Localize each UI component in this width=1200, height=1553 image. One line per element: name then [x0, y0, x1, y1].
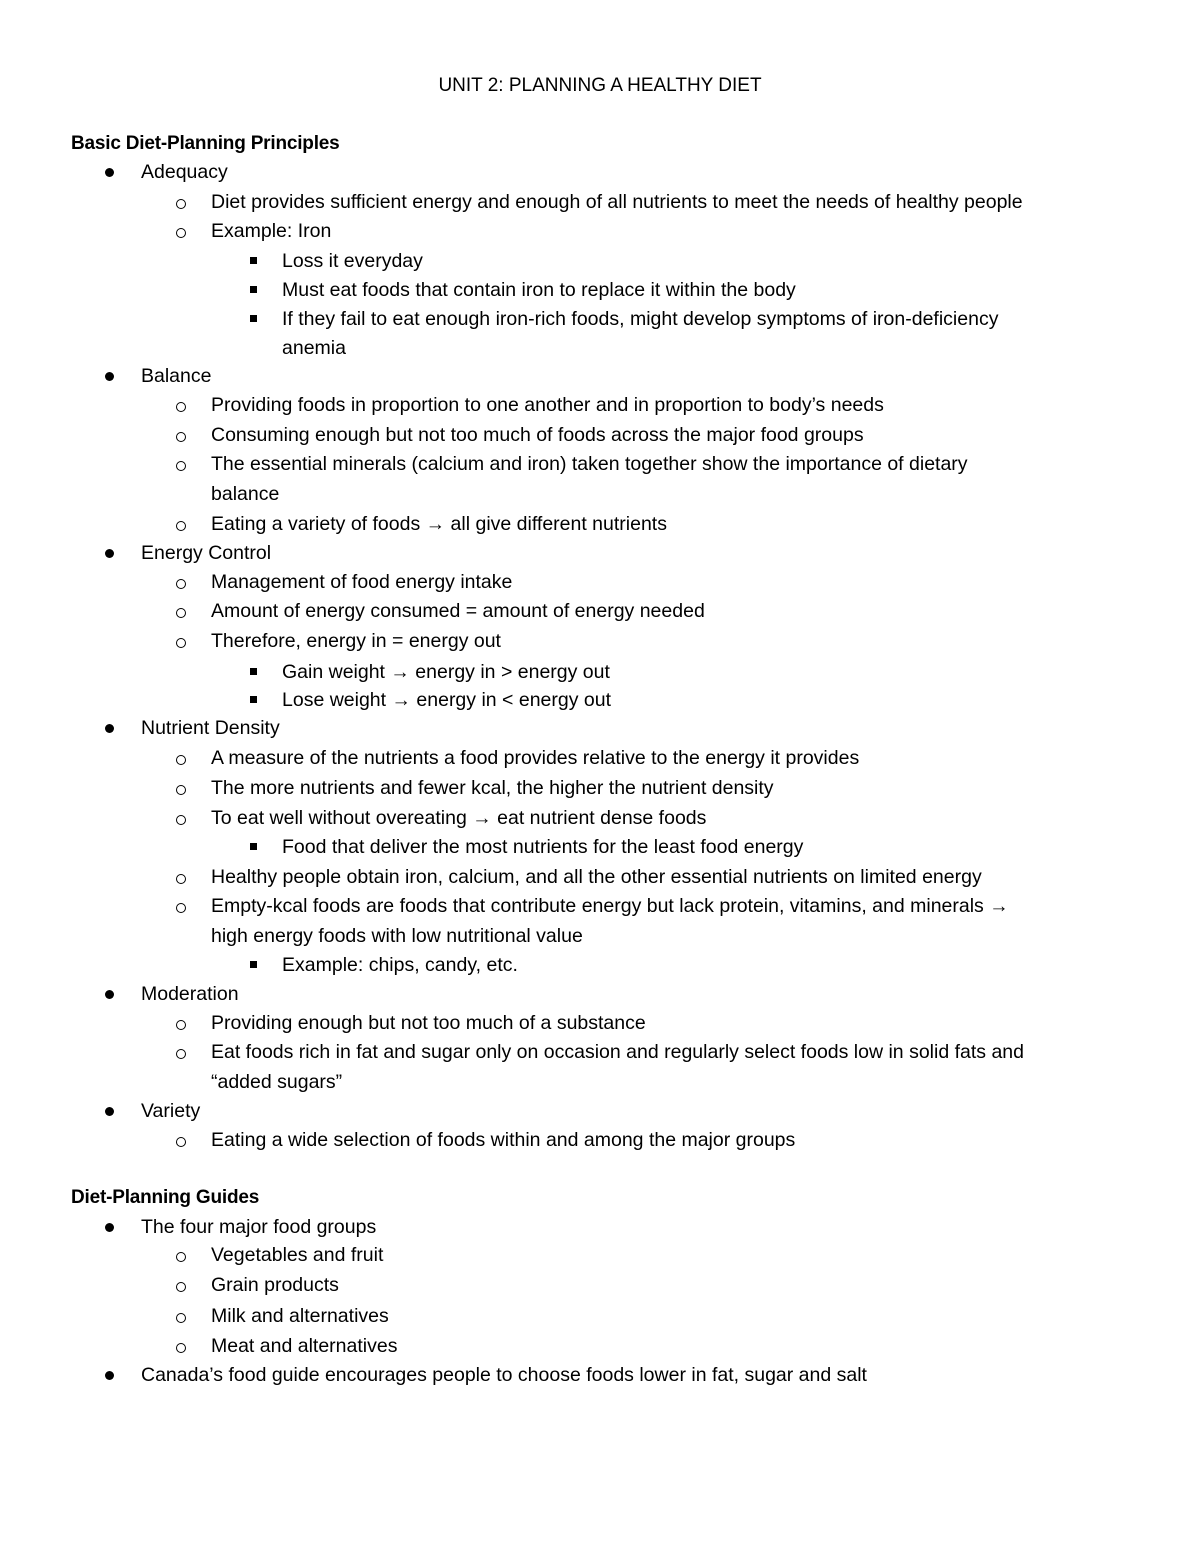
- list-item-level-2: Providing foods in proportion to one another and in proportion to body’s needs: [211, 394, 884, 416]
- disc-bullet-icon: [105, 372, 114, 381]
- circle-bullet-icon: [176, 228, 186, 238]
- list-item-level-3: Example: chips, candy, etc.: [282, 954, 518, 976]
- list-item-level-2: Eat foods rich in fat and sugar only on occasion and regularly select foods low in solid fats and: [211, 1041, 1024, 1063]
- list-item-level-2: Vegetables and fruit: [211, 1244, 384, 1266]
- list-item-level-2: Grain products: [211, 1274, 339, 1296]
- circle-bullet-icon: [176, 402, 186, 412]
- document-title: UNIT 2: PLANNING A HEALTHY DIET: [438, 75, 762, 96]
- circle-bullet-icon: [176, 1282, 186, 1292]
- list-item-level-3: Lose weight → energy in < energy out: [282, 689, 611, 711]
- list-item-level-2: Eating a wide selection of foods within and among the major groups: [211, 1129, 796, 1151]
- section-heading: Basic Diet-Planning Principles: [71, 133, 340, 154]
- disc-bullet-icon: [105, 1371, 114, 1380]
- list-item-level-2: Empty-kcal foods are foods that contribute energy but lack protein, vitamins, and minerals →: [211, 895, 1009, 917]
- circle-bullet-icon: [176, 638, 186, 648]
- square-bullet-icon: [250, 286, 257, 293]
- section-heading: Diet-Planning Guides: [71, 1187, 260, 1208]
- list-item-level-2: Meat and alternatives: [211, 1335, 398, 1357]
- list-item-level-2: Therefore, energy in = energy out: [211, 630, 501, 652]
- circle-bullet-icon: [176, 874, 186, 884]
- disc-bullet-icon: [105, 549, 114, 558]
- list-item-level-1: Canada’s food guide encourages people to choose foods lower in fat, sugar and salt: [141, 1364, 867, 1386]
- disc-bullet-icon: [105, 168, 114, 177]
- circle-bullet-icon: [176, 1020, 186, 1030]
- disc-bullet-icon: [105, 1107, 114, 1116]
- circle-bullet-icon: [176, 1049, 186, 1059]
- list-item-level-2: Management of food energy intake: [211, 571, 513, 593]
- list-item-continuation: anemia: [282, 337, 346, 359]
- circle-bullet-icon: [176, 608, 186, 618]
- list-item-level-2: The essential minerals (calcium and iron) taken together show the importance of dietary: [211, 453, 968, 475]
- list-item-level-3: If they fail to eat enough iron-rich foods, might develop symptoms of iron-deficiency: [282, 308, 999, 330]
- circle-bullet-icon: [176, 903, 186, 913]
- circle-bullet-icon: [176, 785, 186, 795]
- list-item-level-1: Balance: [141, 365, 212, 387]
- list-item-continuation: balance: [211, 483, 280, 505]
- square-bullet-icon: [250, 696, 257, 703]
- circle-bullet-icon: [176, 461, 186, 471]
- square-bullet-icon: [250, 315, 257, 322]
- list-item-level-1: Adequacy: [141, 161, 228, 183]
- list-item-level-2: Consuming enough but not too much of foods across the major food groups: [211, 424, 864, 446]
- square-bullet-icon: [250, 961, 257, 968]
- disc-bullet-icon: [105, 990, 114, 999]
- list-item-level-3: Food that deliver the most nutrients for the least food energy: [282, 836, 804, 858]
- list-item-level-2: Milk and alternatives: [211, 1305, 389, 1327]
- list-item-level-2: To eat well without overeating → eat nutrient dense foods: [211, 807, 707, 829]
- circle-bullet-icon: [176, 1137, 186, 1147]
- list-item-level-1: Moderation: [141, 983, 239, 1005]
- square-bullet-icon: [250, 843, 257, 850]
- circle-bullet-icon: [176, 815, 186, 825]
- list-item-level-2: Healthy people obtain iron, calcium, and all the other essential nutrients on limited energy: [211, 866, 982, 888]
- list-item-level-1: Variety: [141, 1100, 201, 1122]
- list-item-level-2: Diet provides sufficient energy and enough of all nutrients to meet the needs of healthy people: [211, 191, 1023, 213]
- list-item-continuation: “added sugars”: [211, 1071, 343, 1093]
- circle-bullet-icon: [176, 199, 186, 209]
- list-item-level-2: Example: Iron: [211, 220, 332, 242]
- list-item-level-2: Amount of energy consumed = amount of energy needed: [211, 600, 705, 622]
- list-item-level-3: Gain weight → energy in > energy out: [282, 661, 610, 683]
- circle-bullet-icon: [176, 755, 186, 765]
- circle-bullet-icon: [176, 432, 186, 442]
- circle-bullet-icon: [176, 1313, 186, 1323]
- square-bullet-icon: [250, 257, 257, 264]
- list-item-level-1: The four major food groups: [141, 1216, 377, 1238]
- circle-bullet-icon: [176, 1343, 186, 1353]
- list-item-continuation: high energy foods with low nutritional value: [211, 925, 583, 947]
- list-item-level-3: Loss it everyday: [282, 250, 423, 272]
- circle-bullet-icon: [176, 1252, 186, 1262]
- disc-bullet-icon: [105, 1223, 114, 1232]
- list-item-level-2: Providing enough but not too much of a substance: [211, 1012, 646, 1034]
- list-item-level-1: Energy Control: [141, 542, 272, 564]
- list-item-level-2: The more nutrients and fewer kcal, the higher the nutrient density: [211, 777, 774, 799]
- square-bullet-icon: [250, 668, 257, 675]
- disc-bullet-icon: [105, 724, 114, 733]
- list-item-level-3: Must eat foods that contain iron to replace it within the body: [282, 279, 796, 301]
- circle-bullet-icon: [176, 521, 186, 531]
- list-item-level-2: Eating a variety of foods → all give different nutrients: [211, 513, 667, 535]
- circle-bullet-icon: [176, 579, 186, 589]
- list-item-level-2: A measure of the nutrients a food provides relative to the energy it provides: [211, 747, 860, 769]
- list-item-level-1: Nutrient Density: [141, 717, 280, 739]
